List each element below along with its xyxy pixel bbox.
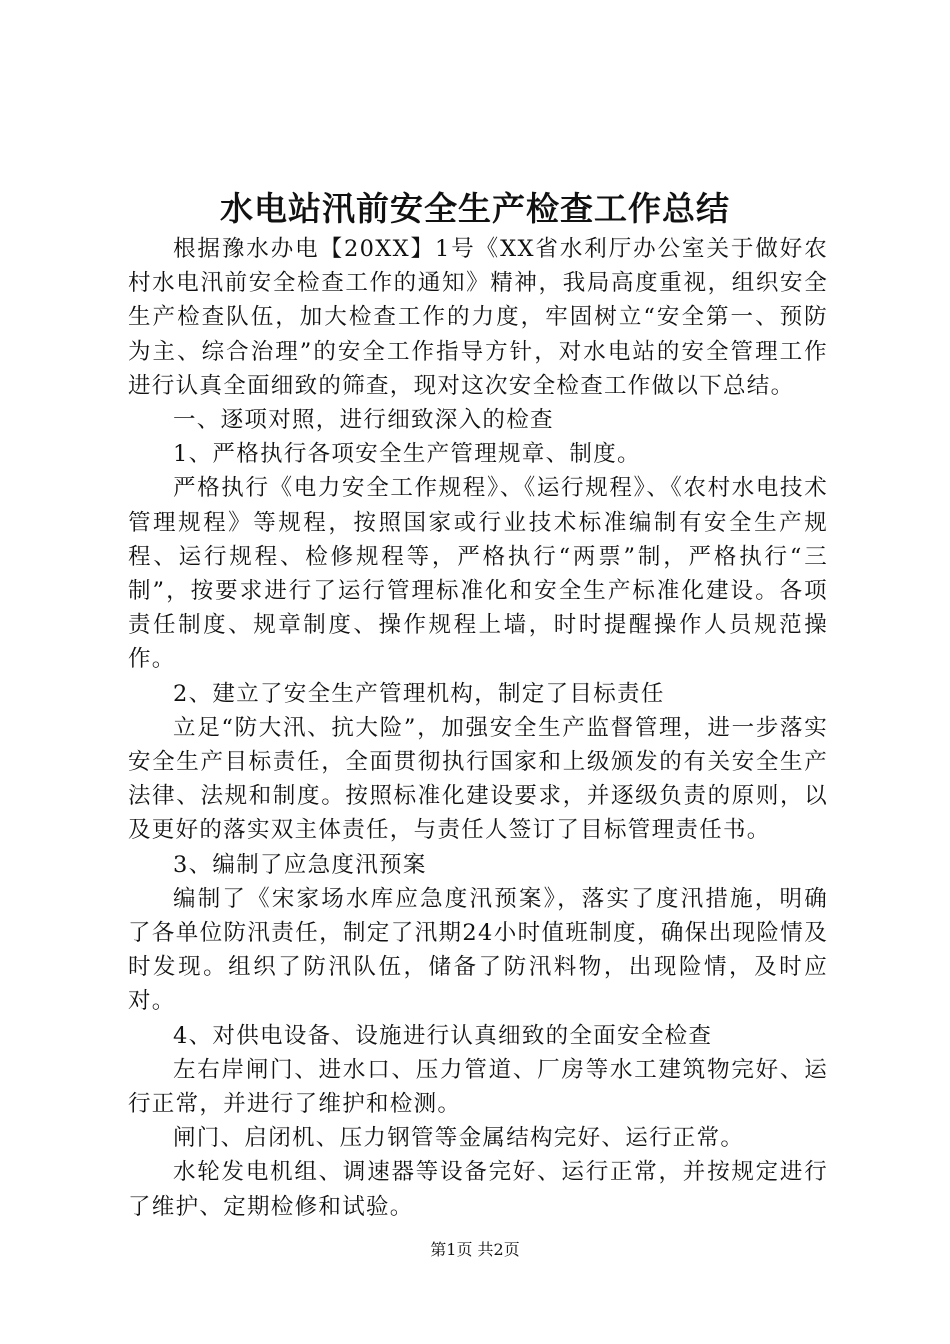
- paragraph: 闸门、启闭机、压力钢管等金属结构完好、运行正常。: [173, 1125, 745, 1152]
- section-heading: 一、逐项对照，进行细致深入的检查: [173, 407, 554, 434]
- subsection-heading: 3、编制了应急度汛预案: [173, 851, 427, 878]
- paragraph: 编制了《宋家场水库应急度汛预案》，落实了度汛措施，明确了各单位防汛责任，制定了汛期24小时值班制度，确保出现险情及时发现。组织了防汛队伍，储备了防汛料物，出现险情，及时应对。: [128, 885, 828, 1015]
- paragraph: 左右岸闸门、进水口、压力管道、厂房等水工建筑物完好、运行正常，并进行了维护和检测。: [128, 1056, 828, 1118]
- paragraph: 根据豫水办电【20XX】1号《XX省水利厅办公室关于做好农村水电汛前安全检查工作的通知》精神，我局高度重视，组织安全生产检查队伍，加大检查工作的力度，牢固树立“安全第一、预防为主、综合治理”的安全工作指导方针，对水电站的安全管理工作进行认真全面细致的筛查，现对这次安全检查工作做以下总结。: [128, 236, 828, 399]
- document-title: 水电站汛前安全生产检查工作总结: [220, 189, 730, 228]
- subsection-heading: 4、对供电设备、设施进行认真细致的全面安全检查: [173, 1022, 713, 1049]
- paragraph: 水轮发电机组、调速器等设备完好、运行正常，并按规定进行了维护、定期检修和试验。: [128, 1159, 828, 1220]
- document-body: [128, 232, 828, 1224]
- page-footer: 第1页 共2页: [430, 1240, 520, 1259]
- subsection-heading: 1、严格执行各项安全生产管理规章、制度。: [173, 441, 641, 468]
- paragraph: 严格执行《电力安全工作规程》、《运行规程》、《农村水电技术管理规程》等规程，按照国家或行业技术标准编制有安全生产规程、运行规程、检修规程等，严格执行“两票”制，严格执行“三制”，按要求进行了运行管理标准化和安全生产标准化建设。各项责任制度、规章制度、操作规程上墙，时时提醒操作人员规范操作。: [128, 475, 828, 673]
- paragraph: 立足“防大汛、抗大险”，加强安全生产监督管理，进一步落实安全生产目标责任，全面贯彻执行国家和上级颁发的有关安全生产法律、法规和制度。按照标准化建设要求，并逐级负责的原则，以及更好的落实双主体责任，与责任人签订了目标管理责任书。: [128, 714, 828, 844]
- subsection-heading: 2、建立了安全生产管理机构，制定了目标责任: [173, 680, 665, 707]
